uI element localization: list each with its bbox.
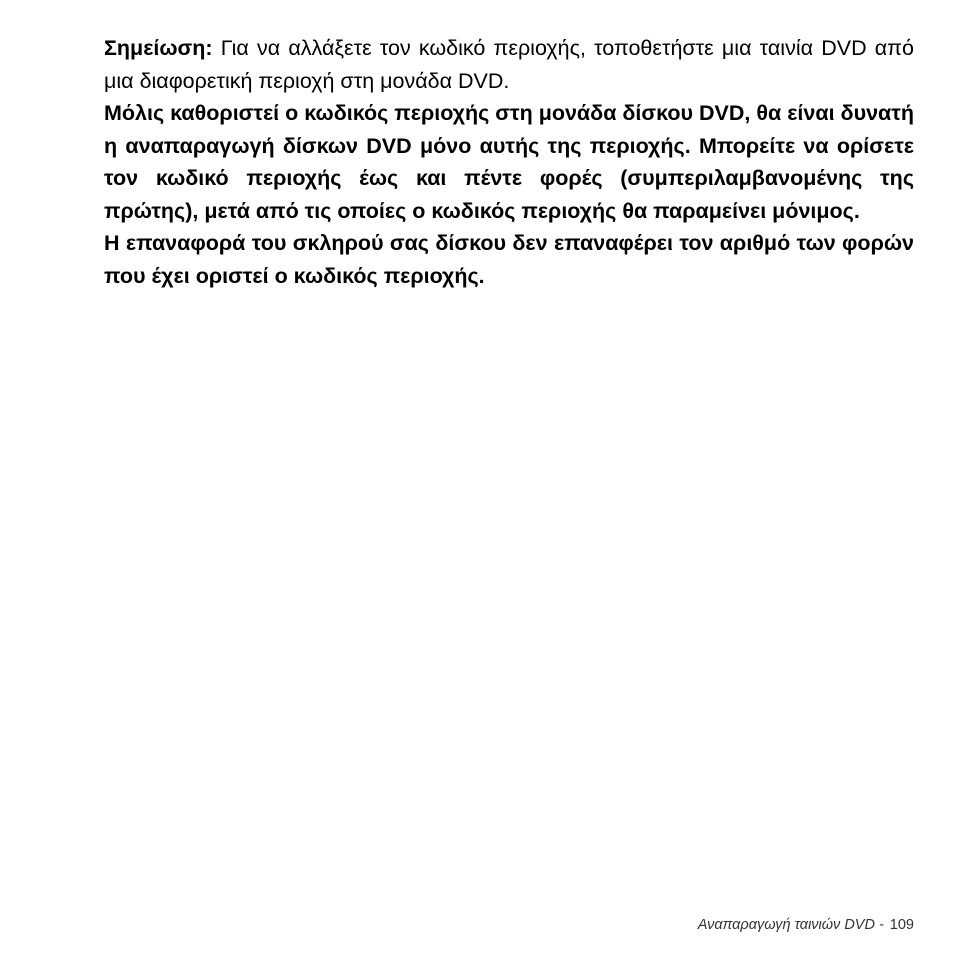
- note-text: Για να αλλάξετε τον κωδικό περιοχής, τοποθετήστε μια ταινία DVD από μια διαφορετική περιοχή στη μονάδα DVD.: [104, 36, 914, 93]
- page-footer: [698, 917, 914, 933]
- note-paragraph: [104, 32, 914, 97]
- page-number: 109: [889, 917, 914, 933]
- region-code-warning-paragraph: Μόλις καθοριστεί ο κωδικός περιοχής στη μονάδα δίσκου DVD, θα είναι δυνατή η αναπαραγωγή δίσκων DVD μόνο αυτής της περιοχής. Μπορείτε να ορίσετε τον κωδικό περιοχής έως και πέντε φορές (συμπεριλαμβανομένης της πρώτης), μετά από τις οποίες ο κωδικός περιοχής θα παραμείνει μόνιμος.: [104, 101, 914, 223]
- footer-separator: -: [878, 917, 884, 933]
- footer-section-title: Αναπαραγωγή ταινιών DVD: [697, 917, 875, 933]
- page-content: [104, 32, 914, 292]
- note-label: Σημείωση:: [104, 36, 213, 60]
- reset-info-paragraph: Η επαναφορά του σκληρού σας δίσκου δεν επαναφέρει τον αριθμό των φορών που έχει οριστεί ο κωδικός περιοχής.: [104, 231, 914, 288]
